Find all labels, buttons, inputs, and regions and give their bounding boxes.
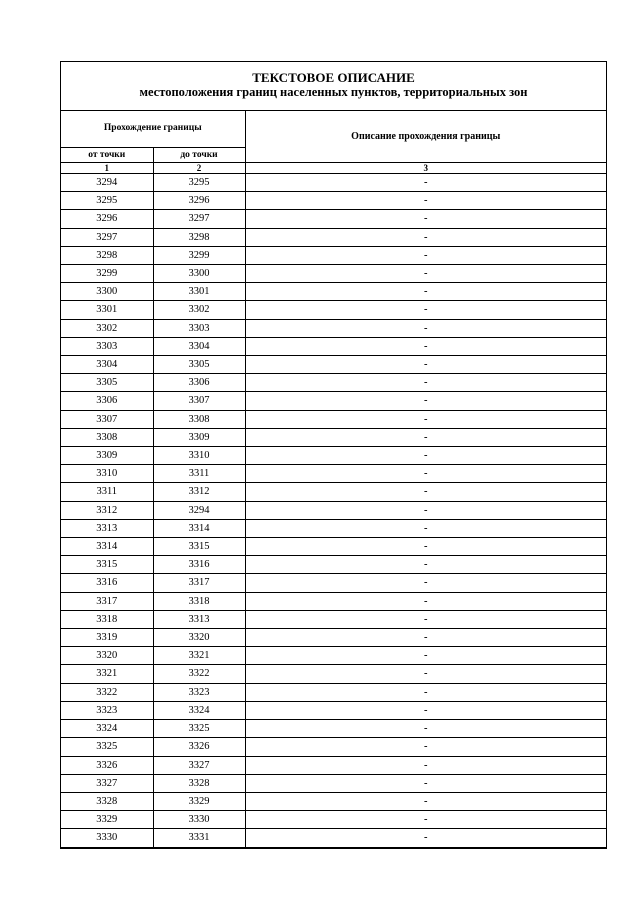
column-number-1: 1	[61, 163, 153, 174]
to-point-cell: 3298	[153, 228, 245, 246]
from-point-cell: 3298	[61, 246, 153, 264]
description-cell: -	[245, 629, 606, 647]
description-cell: -	[245, 774, 606, 792]
column-number-2: 2	[153, 163, 245, 174]
table-row	[61, 465, 606, 483]
table-row	[61, 738, 606, 756]
table-row	[61, 410, 606, 428]
to-point-cell: 3301	[153, 283, 245, 301]
table-row	[61, 319, 606, 337]
from-point-cell: 3302	[61, 319, 153, 337]
to-point-cell: 3321	[153, 647, 245, 665]
document-subtitle: местоположения границ населенных пунктов, территориальных зон	[139, 85, 528, 99]
to-point-cell: 3315	[153, 538, 245, 556]
table-row	[61, 592, 606, 610]
table-row	[61, 228, 606, 246]
to-point-cell: 3302	[153, 301, 245, 319]
description-cell: -	[245, 265, 606, 283]
to-point-cell: 3325	[153, 720, 245, 738]
from-point-cell: 3329	[61, 811, 153, 829]
from-point-cell: 3326	[61, 756, 153, 774]
document-title: ТЕКСТОВОЕ ОПИСАНИЕ	[252, 70, 415, 85]
description-cell: -	[245, 683, 606, 701]
description-cell: -	[245, 447, 606, 465]
from-point-header: от точки	[61, 148, 153, 163]
from-point-cell: 3309	[61, 447, 153, 465]
description-cell: -	[245, 647, 606, 665]
from-point-cell: 3324	[61, 720, 153, 738]
to-point-cell: 3314	[153, 519, 245, 537]
table-row	[61, 811, 606, 829]
from-point-cell: 3318	[61, 610, 153, 628]
description-cell: -	[245, 519, 606, 537]
description-cell: -	[245, 337, 606, 355]
table-row	[61, 683, 606, 701]
boundary-table	[61, 111, 606, 848]
table-row	[61, 283, 606, 301]
description-cell: -	[245, 501, 606, 519]
table-row	[61, 301, 606, 319]
to-point-cell: 3305	[153, 356, 245, 374]
table-row	[61, 246, 606, 264]
description-cell: -	[245, 228, 606, 246]
table-row	[61, 174, 606, 192]
to-point-cell: 3326	[153, 738, 245, 756]
to-point-cell: 3328	[153, 774, 245, 792]
table-row	[61, 701, 606, 719]
to-point-cell: 3310	[153, 447, 245, 465]
from-point-cell: 3306	[61, 392, 153, 410]
table-row	[61, 192, 606, 210]
description-cell: -	[245, 210, 606, 228]
table-row	[61, 447, 606, 465]
to-point-cell: 3313	[153, 610, 245, 628]
description-cell: -	[245, 811, 606, 829]
description-cell: -	[245, 701, 606, 719]
to-point-cell: 3295	[153, 174, 245, 192]
column-number-3: 3	[245, 163, 606, 174]
description-cell: -	[245, 283, 606, 301]
description-cell: -	[245, 174, 606, 192]
from-point-cell: 3301	[61, 301, 153, 319]
table-row	[61, 538, 606, 556]
to-point-cell: 3322	[153, 665, 245, 683]
from-point-cell: 3297	[61, 228, 153, 246]
table-row	[61, 356, 606, 374]
table-row	[61, 428, 606, 446]
table-row	[61, 501, 606, 519]
description-cell: -	[245, 829, 606, 847]
description-cell: -	[245, 538, 606, 556]
to-point-cell: 3311	[153, 465, 245, 483]
from-point-cell: 3296	[61, 210, 153, 228]
to-point-cell: 3300	[153, 265, 245, 283]
table-row	[61, 720, 606, 738]
to-point-cell: 3294	[153, 501, 245, 519]
from-point-cell: 3299	[61, 265, 153, 283]
to-point-cell: 3303	[153, 319, 245, 337]
document-header	[61, 62, 606, 111]
description-cell: -	[245, 556, 606, 574]
table-row	[61, 574, 606, 592]
table-row	[61, 756, 606, 774]
from-point-cell: 3294	[61, 174, 153, 192]
description-cell: -	[245, 465, 606, 483]
table-row	[61, 829, 606, 847]
description-cell: -	[245, 301, 606, 319]
table-row	[61, 774, 606, 792]
from-point-cell: 3327	[61, 774, 153, 792]
from-point-cell: 3330	[61, 829, 153, 847]
to-point-cell: 3312	[153, 483, 245, 501]
description-cell: -	[245, 720, 606, 738]
to-point-cell: 3318	[153, 592, 245, 610]
description-cell: -	[245, 392, 606, 410]
document-frame	[60, 61, 607, 849]
description-cell: -	[245, 319, 606, 337]
table-row	[61, 665, 606, 683]
table-row	[61, 610, 606, 628]
to-point-cell: 3329	[153, 792, 245, 810]
from-point-cell: 3308	[61, 428, 153, 446]
description-cell: -	[245, 483, 606, 501]
to-point-cell: 3320	[153, 629, 245, 647]
from-point-cell: 3316	[61, 574, 153, 592]
table-header-row	[61, 111, 606, 148]
table-row	[61, 265, 606, 283]
from-point-cell: 3295	[61, 192, 153, 210]
description-cell: -	[245, 610, 606, 628]
from-point-cell: 3323	[61, 701, 153, 719]
description-cell: -	[245, 665, 606, 683]
description-cell: -	[245, 792, 606, 810]
from-point-cell: 3319	[61, 629, 153, 647]
from-point-cell: 3312	[61, 501, 153, 519]
from-point-cell: 3325	[61, 738, 153, 756]
description-cell: -	[245, 574, 606, 592]
to-point-cell: 3317	[153, 574, 245, 592]
to-point-header: до точки	[153, 148, 245, 163]
to-point-cell: 3297	[153, 210, 245, 228]
to-point-cell: 3299	[153, 246, 245, 264]
from-point-cell: 3314	[61, 538, 153, 556]
from-point-cell: 3313	[61, 519, 153, 537]
description-cell: -	[245, 592, 606, 610]
from-point-cell: 3321	[61, 665, 153, 683]
to-point-cell: 3307	[153, 392, 245, 410]
description-cell: -	[245, 374, 606, 392]
from-point-cell: 3322	[61, 683, 153, 701]
table-row	[61, 556, 606, 574]
from-point-cell: 3320	[61, 647, 153, 665]
to-point-cell: 3296	[153, 192, 245, 210]
table-row	[61, 392, 606, 410]
from-point-cell: 3305	[61, 374, 153, 392]
table-row	[61, 519, 606, 537]
to-point-cell: 3316	[153, 556, 245, 574]
from-point-cell: 3317	[61, 592, 153, 610]
description-cell: -	[245, 428, 606, 446]
from-point-cell: 3303	[61, 337, 153, 355]
table-row	[61, 629, 606, 647]
from-point-cell: 3310	[61, 465, 153, 483]
to-point-cell: 3331	[153, 829, 245, 847]
from-point-cell: 3307	[61, 410, 153, 428]
to-point-cell: 3324	[153, 701, 245, 719]
table-row	[61, 483, 606, 501]
passage-header: Прохождение границы	[61, 111, 245, 148]
description-cell: -	[245, 410, 606, 428]
column-number-row	[61, 163, 606, 174]
description-cell: -	[245, 192, 606, 210]
table-row	[61, 337, 606, 355]
from-point-cell: 3304	[61, 356, 153, 374]
description-header: Описание прохождения границы	[245, 111, 606, 163]
description-cell: -	[245, 756, 606, 774]
to-point-cell: 3306	[153, 374, 245, 392]
to-point-cell: 3309	[153, 428, 245, 446]
from-point-cell: 3311	[61, 483, 153, 501]
from-point-cell: 3300	[61, 283, 153, 301]
from-point-cell: 3328	[61, 792, 153, 810]
description-cell: -	[245, 356, 606, 374]
table-row	[61, 792, 606, 810]
to-point-cell: 3304	[153, 337, 245, 355]
to-point-cell: 3308	[153, 410, 245, 428]
table-row	[61, 647, 606, 665]
description-cell: -	[245, 246, 606, 264]
description-cell: -	[245, 738, 606, 756]
from-point-cell: 3315	[61, 556, 153, 574]
table-row	[61, 210, 606, 228]
to-point-cell: 3327	[153, 756, 245, 774]
to-point-cell: 3323	[153, 683, 245, 701]
to-point-cell: 3330	[153, 811, 245, 829]
table-row	[61, 374, 606, 392]
